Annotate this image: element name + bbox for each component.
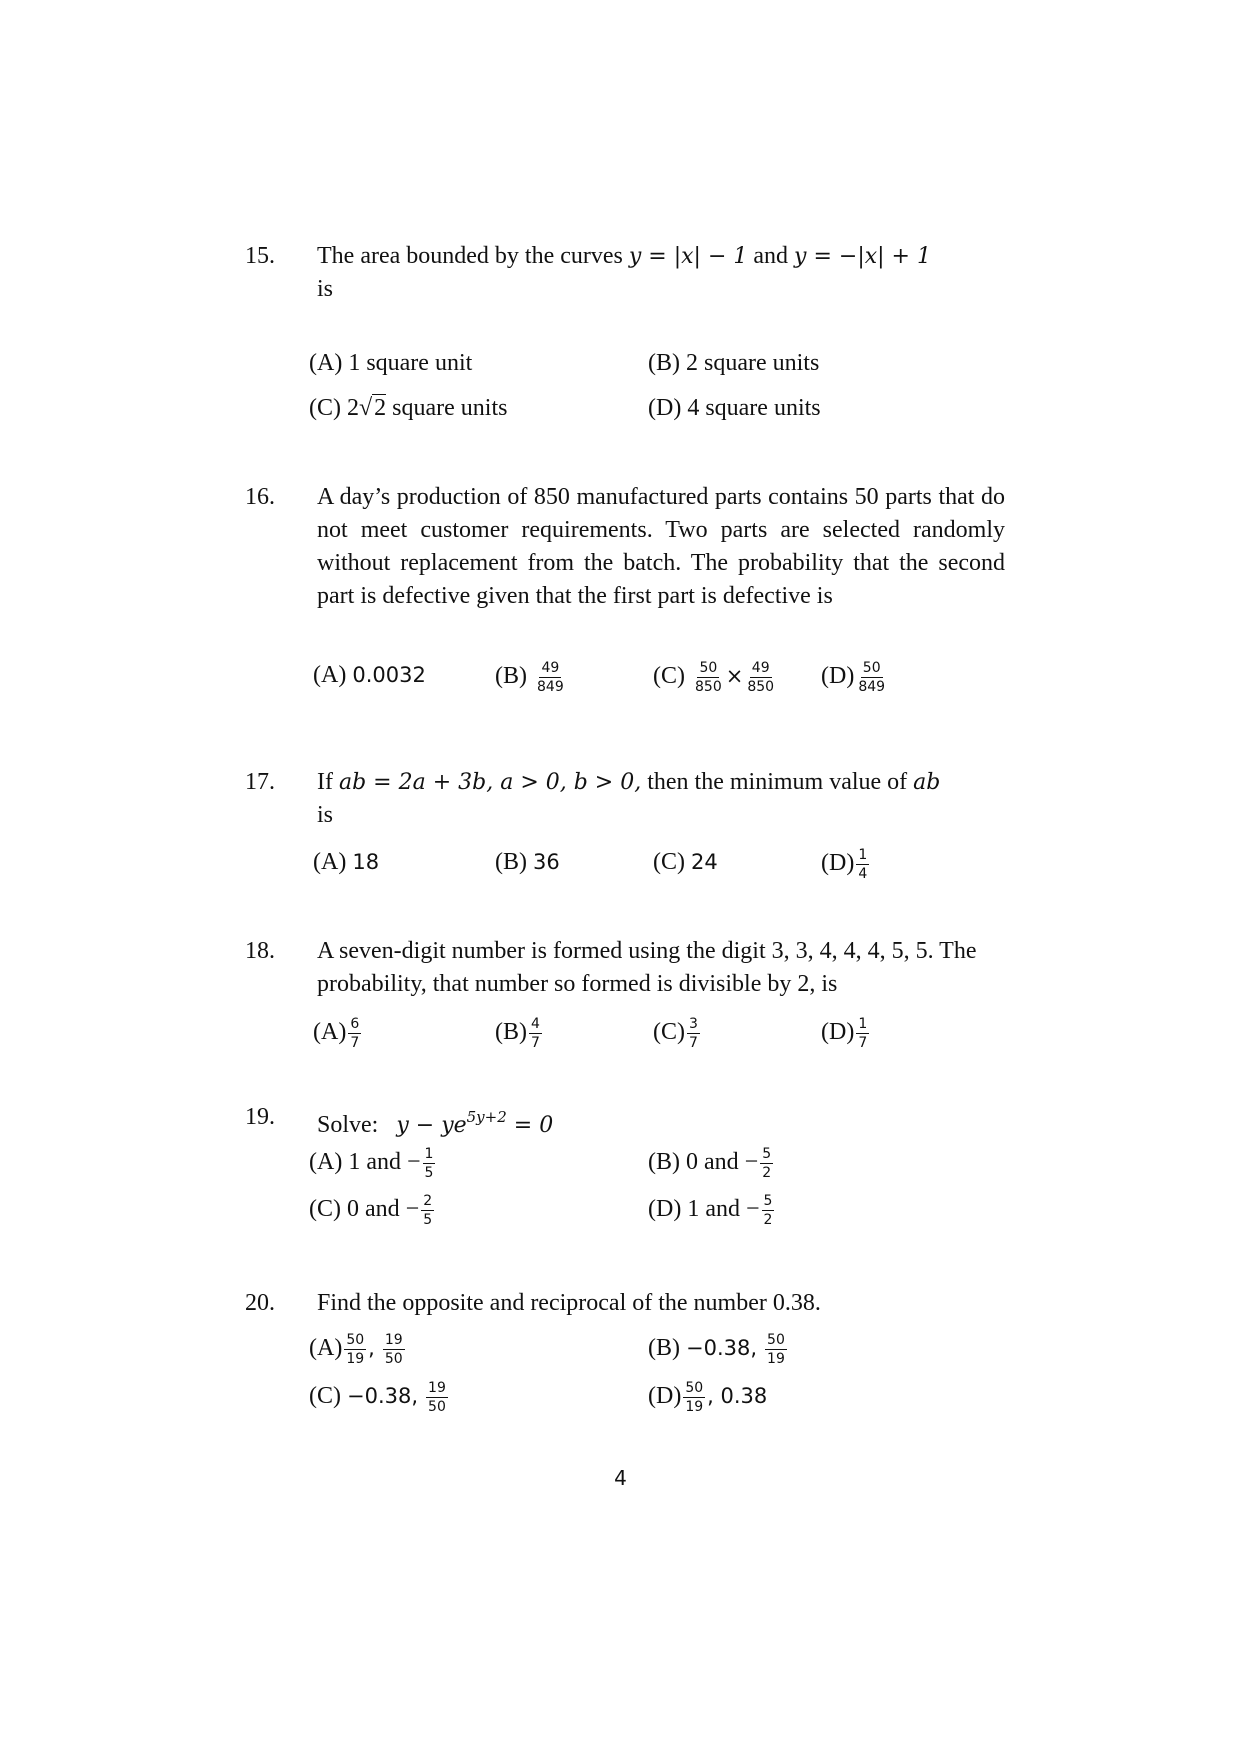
q17-option-c[interactable]: (C) 24 — [653, 849, 718, 875]
q15-option-c[interactable]: (C) 2√2 square units — [309, 395, 508, 421]
fraction: $\frac{1}{4}$ — [858, 847, 868, 882]
fraction: $\frac{50}{850}$ — [695, 660, 722, 695]
q20-option-a[interactable]: (A) $\frac{50}{19}$ , $\frac{19}{50}$ — [309, 1332, 403, 1367]
question-15 — [245, 240, 1005, 306]
fraction: $\frac{50}{19}$ — [767, 1332, 785, 1367]
q20-option-d[interactable]: (D) $\frac{50}{19}$ , 0.38 — [648, 1380, 768, 1415]
fraction: $\frac{1}{7}$ — [858, 1016, 868, 1051]
q19-option-a[interactable]: (A) 1 and − $\frac{1}{5}$ — [309, 1146, 434, 1181]
question-20 — [245, 1287, 1005, 1320]
q18-option-c[interactable]: (C) $\frac{3}{7}$ — [653, 1016, 698, 1051]
q19-option-d[interactable]: (D) 1 and − $\frac{5}{2}$ — [648, 1193, 773, 1228]
q15-option-b[interactable]: (B) 2 square units — [648, 350, 820, 376]
fraction: $\frac{19}{50}$ — [428, 1380, 446, 1415]
fraction: $\frac{5}{2}$ — [762, 1146, 772, 1181]
q16-option-a[interactable]: (A) 0.0032 — [313, 662, 426, 688]
question-17 — [245, 766, 1005, 832]
q20-option-b[interactable]: (B) −0.38, $\frac{50}{19}$ — [648, 1332, 785, 1367]
fraction: $\frac{19}{50}$ — [384, 1332, 403, 1367]
question-text: Find the opposite and reciprocal of the number 0.38. — [317, 1290, 821, 1316]
q17-option-b[interactable]: (B) 36 — [495, 849, 560, 875]
q15-option-d[interactable]: (D) 4 square units — [648, 395, 821, 421]
fraction: $\frac{50}{19}$ — [346, 1332, 365, 1367]
question-number: 18. — [245, 938, 275, 964]
question-text: A day’s production of 850 manufactured parts contains 50 parts that do not meet customer requirements. Two parts are selected randomly without replacement from the batch. The probability that the second part is defective given that the first part is defective is — [317, 484, 1005, 609]
q16-option-d[interactable]: (D) $\frac{50}{849}$ — [821, 660, 886, 695]
question-text: A seven-digit number is formed using the digit 3, 3, 4, 4, 4, 5, 5. The probability, that number so formed is divisible by 2, is — [317, 938, 977, 997]
fraction: $\frac{1}{5}$ — [424, 1146, 434, 1181]
question-number: 20. — [245, 1290, 275, 1316]
q17-option-a[interactable]: (A) 18 — [313, 849, 380, 875]
fraction: $\frac{49}{850}$ — [747, 660, 775, 695]
question-number: 15. — [245, 243, 275, 269]
question-text: The area bounded by the curves y = |x| − 1 and y = −|x| + 1 is — [317, 243, 931, 302]
q16-option-c[interactable]: (C) $\frac{50}{850}$ × $\frac{49}{850}$ — [653, 660, 775, 695]
question-number: 16. — [245, 484, 275, 510]
q20-option-c[interactable]: (C) −0.38, $\frac{19}{50}$ — [309, 1380, 446, 1415]
fraction: $\frac{49}{849}$ — [537, 660, 564, 695]
fraction: $\frac{50}{19}$ — [685, 1380, 704, 1415]
question-number: 19. — [245, 1104, 275, 1130]
question-19 — [245, 1101, 1005, 1142]
fraction: $\frac{4}{7}$ — [531, 1016, 540, 1051]
q17-option-d[interactable]: (D) $\frac{1}{4}$ — [821, 847, 868, 882]
question-16 — [245, 481, 1005, 613]
fraction: $\frac{3}{7}$ — [689, 1016, 698, 1051]
q19-option-b[interactable]: (B) 0 and − $\frac{5}{2}$ — [648, 1146, 772, 1181]
q16-option-b[interactable]: (B) $\frac{49}{849}$ — [495, 660, 564, 695]
q18-option-a[interactable]: (A) $\frac{6}{7}$ — [313, 1016, 360, 1051]
question-text: If ab = 2a + 3b, a > 0, b > 0, then the minimum value of ab is — [317, 769, 941, 828]
question-18 — [245, 935, 1005, 1001]
page-number: 4 — [614, 1466, 627, 1490]
fraction: $\frac{5}{2}$ — [763, 1193, 773, 1228]
q15-option-a[interactable]: (A) 1 square unit — [309, 350, 473, 376]
fraction: $\frac{50}{849}$ — [858, 660, 886, 695]
q19-option-c[interactable]: (C) 0 and − $\frac{2}{5}$ — [309, 1193, 433, 1228]
fraction: $\frac{2}{5}$ — [423, 1193, 433, 1228]
q18-option-d[interactable]: (D) $\frac{1}{7}$ — [821, 1016, 868, 1051]
q18-option-b[interactable]: (B) $\frac{4}{7}$ — [495, 1016, 540, 1051]
fraction: $\frac{6}{7}$ — [350, 1016, 360, 1051]
question-number: 17. — [245, 769, 275, 795]
question-text: Solve: $y - ye^{5y+2} = 0$ — [317, 1108, 554, 1138]
